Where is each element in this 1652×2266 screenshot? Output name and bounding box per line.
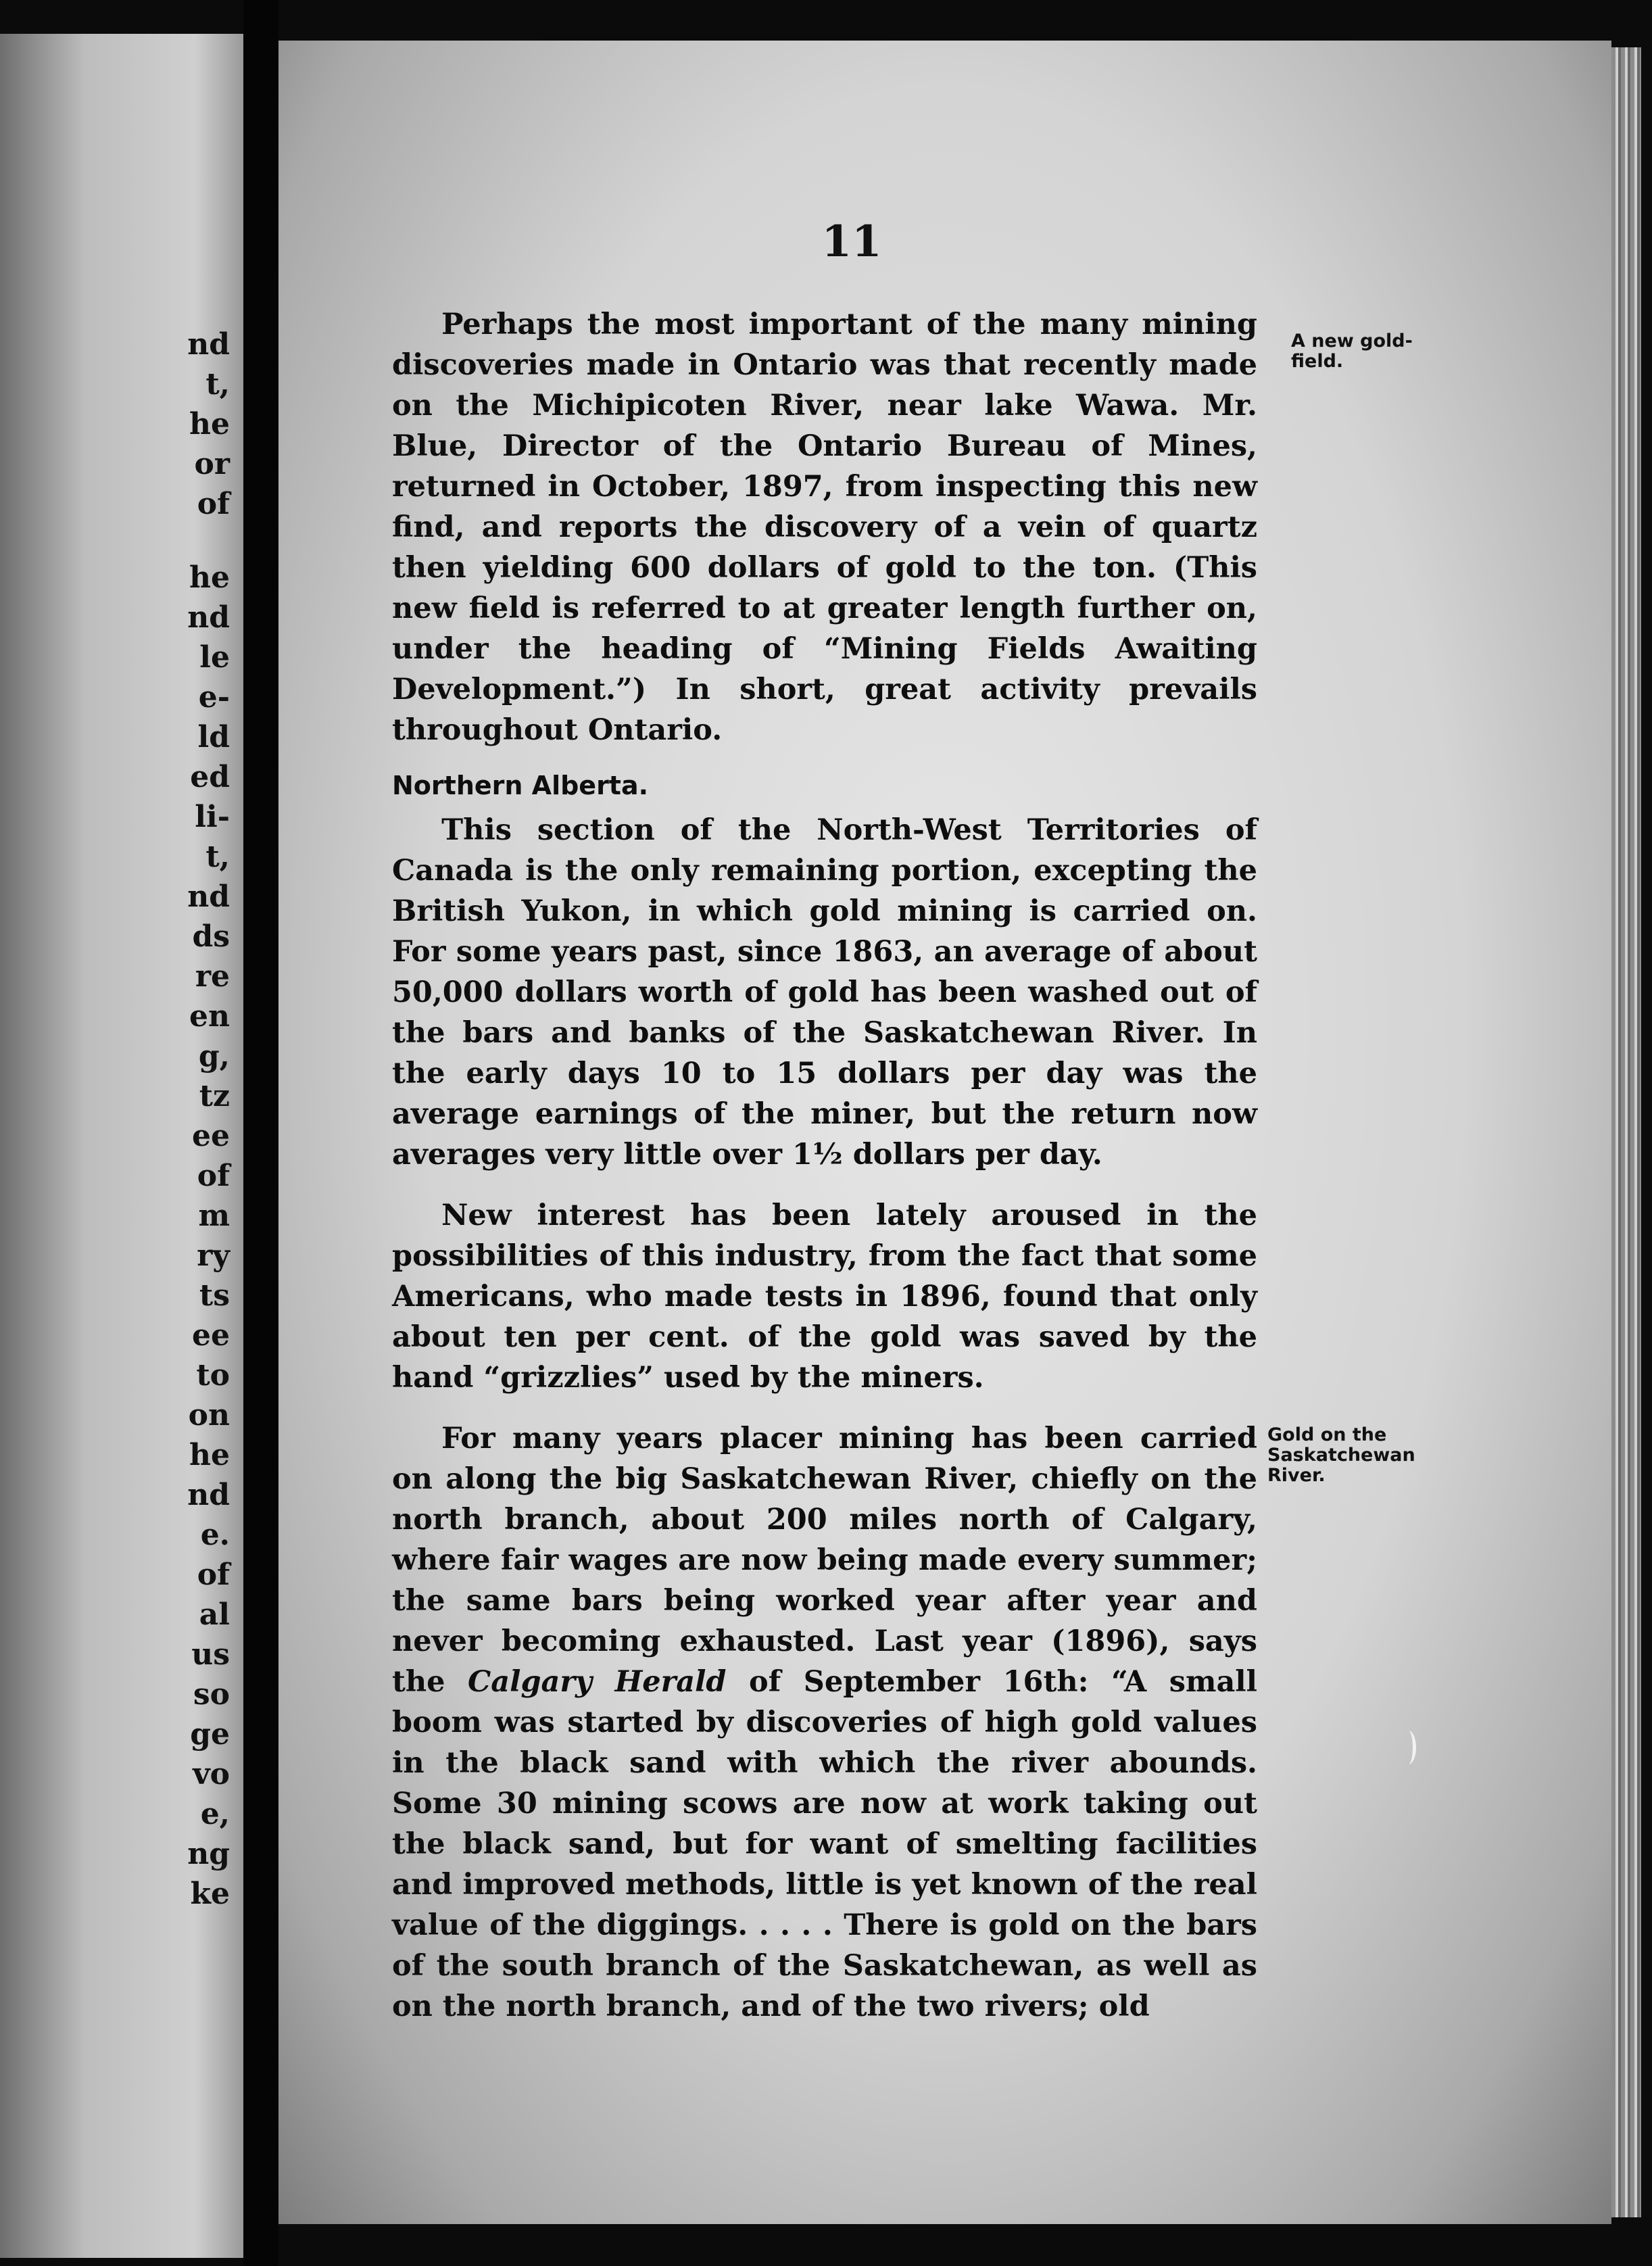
facing-page-fragment: re xyxy=(195,959,230,994)
facing-page-fragment: tz xyxy=(199,1079,230,1113)
section-heading: Northern Alberta. xyxy=(392,771,649,800)
facing-page-fragment: vo xyxy=(193,1757,230,1791)
facing-page-fragment: nd xyxy=(187,879,230,914)
facing-page-fragment: en xyxy=(189,999,230,1034)
facing-page-fragment: ge xyxy=(190,1717,230,1752)
page-edge-stack xyxy=(1611,47,1641,2217)
facing-page-fragment: ee xyxy=(192,1119,230,1153)
facing-page-fragment: g, xyxy=(198,1039,230,1074)
book-gutter xyxy=(243,0,278,2266)
facing-page-fragment: on xyxy=(188,1398,230,1432)
margin-note-new-gold-field: A new gold-field. xyxy=(1291,331,1413,372)
facing-page-fragment: e. xyxy=(200,1518,230,1552)
facing-page-fragment: or xyxy=(194,447,230,481)
newspaper-title: Calgary Herald xyxy=(468,1665,727,1699)
facing-page-fragment: al xyxy=(199,1597,230,1632)
page-body xyxy=(392,304,1257,2027)
facing-page-fragment: li- xyxy=(195,800,230,834)
paragraph-ontario: Perhaps the most important of the many mining discoveries made in Ontario was that recently made on the Michipicoten River, near lake Wawa. Mr. Blue, Director of the Ontario Bureau of Mines, returned in October, 1897, from inspecting this new find, and reports the discovery of a vein of quartz then yielding 600 dollars of gold to the ton. (This new field is referred to at greater length further on, under the heading of “Mining Fields Awaiting Development.”) In short, great activity prevails throughout Ontario. xyxy=(392,308,1257,747)
facing-page-fragment: to xyxy=(196,1358,230,1393)
margin-note-saskatchewan-gold: Gold on the Saskatchewan River. xyxy=(1267,1424,1415,1486)
facing-page xyxy=(0,34,243,2258)
facing-page-text xyxy=(0,324,230,1914)
facing-page-fragment: nd xyxy=(187,600,230,635)
facing-page-fragment: ed xyxy=(190,760,230,794)
facing-page-fragment: t, xyxy=(205,367,230,402)
facing-page-fragment: of xyxy=(197,1558,230,1592)
facing-page-fragment: ds xyxy=(192,919,230,954)
facing-page-fragment: ts xyxy=(199,1278,230,1313)
facing-page-fragment: nd xyxy=(187,1478,230,1512)
facing-page-fragment: t, xyxy=(205,840,230,874)
facing-page-fragment xyxy=(0,524,230,558)
placer-text-start: For many years placer mining has been carried on along the big Saskatchewan River, chiefly on the north branch, about 200 miles north of Calgary, where fair wages are now being made every summer; the same bars being worked year after year and never becoming exhausted. Last year (1896), says the xyxy=(392,1422,1257,1699)
facing-page-fragment: m xyxy=(198,1199,230,1233)
facing-page-fragment: ke xyxy=(190,1877,230,1911)
paragraph-new-interest: New interest has been lately aroused in the possibilities of this industry, from the fact that some Americans, who made tests in 1896, found that only about ten per cent. of the gold was saved by the hand “grizzlies” used by the miners. xyxy=(392,1199,1257,1395)
facing-page-fragment: of xyxy=(197,1159,230,1193)
facing-page-fragment: of xyxy=(197,487,230,521)
facing-page-fragment: he xyxy=(189,407,230,441)
facing-page-fragment: e, xyxy=(200,1797,230,1831)
facing-page-fragment: us xyxy=(191,1637,230,1672)
paragraph-placer-mining xyxy=(392,1418,1257,2027)
facing-page-fragment: he xyxy=(189,1438,230,1472)
facing-page-fragment: ry xyxy=(197,1238,230,1273)
facing-page-fragment: so xyxy=(193,1677,230,1712)
placer-text-end: of September 16th: “A small boom was started by discoveries of high gold values in the black sand with which the river abounds. Some 30 mining scows are now at work taking out the black sand, but for want of smelting facilities and improved methods, little is yet known of the real value of the diggings. . . . . There is gold on the bars of the south branch of the Saskatchewan, as well as on the north branch, and of the two rivers; old xyxy=(392,1665,1257,2023)
facing-page-fragment: le xyxy=(199,640,230,675)
facing-page-fragment: he xyxy=(189,560,230,595)
facing-page-fragment: ng xyxy=(187,1837,230,1871)
facing-page-fragment: ld xyxy=(197,720,230,754)
facing-page-fragment: nd xyxy=(187,327,230,362)
paragraph-alberta: This section of the North-West Territories of Canada is the only remaining portion, excepting the British Yukon, in which gold mining is carried on. For some years past, since 1863, an average of about 50,000 dollars worth of gold has been washed out of the bars and banks of the Saskatchewan River. In the early days 10 to 15 dollars per day was the average earnings of the miner, but the return now averages very little over 1½ dollars per day. xyxy=(392,813,1257,1172)
page-number: 11 xyxy=(821,216,882,267)
facing-page-fragment: e- xyxy=(198,680,230,715)
ink-mark xyxy=(1401,1731,1416,1764)
facing-page-fragment: ee xyxy=(192,1318,230,1353)
